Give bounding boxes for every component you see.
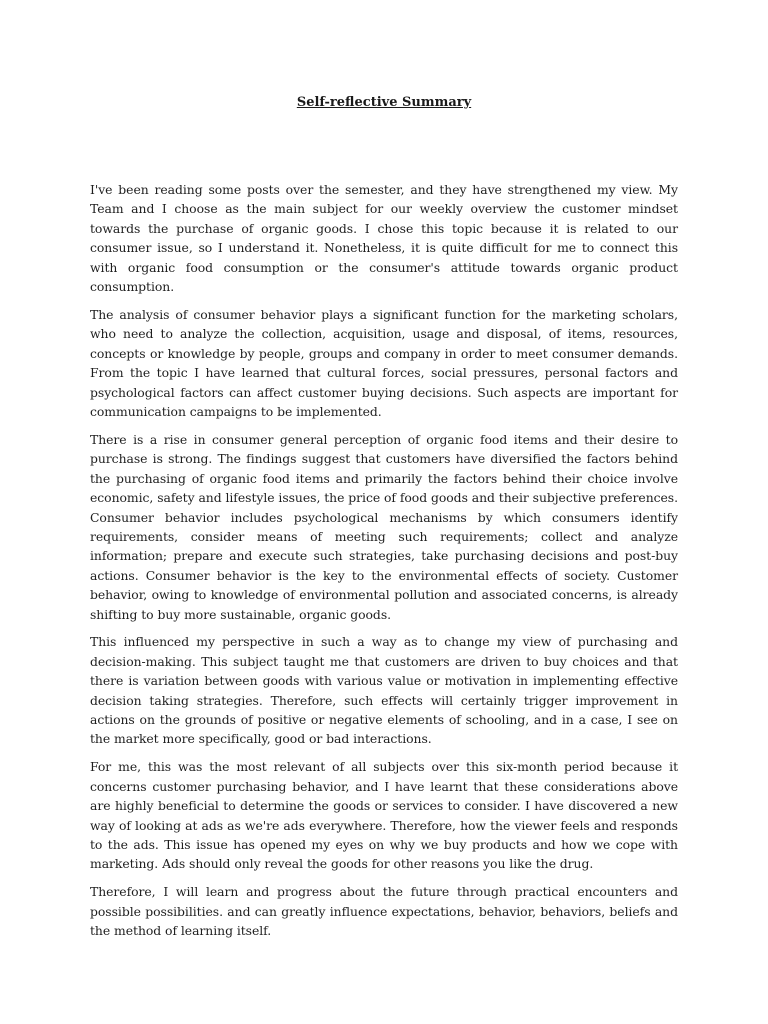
document-title: Self-reflective Summary — [296, 95, 472, 110]
paragraph-5: For me, this was the most relevant of all subjects over this six-month period because it concerns customer purchasing behavior, and I have learnt that these considerations above are highly beneficial to determine the goods or services to consider. I have discovered a new way of looking at ads as we're ads everywhere. Therefore, how the viewer feels and responds to the ads. This issue has opened my eyes on why we buy products and how we cope with marketing. Ads should only reveal the goods for other reasons you like the drug. — [90, 759, 678, 872]
document-body — [90, 180, 678, 949]
paragraph-6: Therefore, I will learn and progress about the future through practical encounters and possible possibilities. and can greatly influence expectations, behavior, behaviors, beliefs and the method of learning itself. — [90, 884, 678, 939]
paragraph-1: I've been reading some posts over the semester, and they have strengthened my view. My Team and I choose as the main subject for our weekly overview the customer mindset towards the purchase of organic goods. I chose this topic because it is related to our consumer issue, so I understand it. Nonetheless, it is quite difficult for me to connect this with organic food consumption or the consumer's attitude towards organic product consumption. — [90, 182, 678, 295]
paragraph-4: This influenced my perspective in such a way as to change my view of purchasing and decision-making. This subject taught me that customers are driven to buy choices and that there is variation between goods with various value or motivation in implementing effective decision taking strategies. Therefore, such effects will certainly trigger improvement in actions on the grounds of positive or negative elements of schooling, and in a case, I see on the market more specifically, good or bad interactions. — [90, 634, 678, 747]
paragraph-3: There is a rise in consumer general perception of organic food items and their desire to purchase is strong. The findings suggest that customers have diversified the factors behind the purchasing of organic food items and primarily the factors behind their choice involve economic, safety and lifestyle issues, the price of food goods and their subjective preferences. Consumer behavior includes psychological mechanisms by which consumers identify requirements, consider means of meeting such requirements; collect and analyze information; prepare and execute such strategies, take purchasing decisions and post-buy actions. Consumer behavior is the key to the environmental effects of society. Customer behavior, owing to knowledge of environmental pollution and associated concerns, is already shifting to buy more sustainable, organic goods. — [90, 431, 678, 622]
paragraph-2: The analysis of consumer behavior plays a significant function for the marketing scholars, who need to analyze the collection, acquisition, usage and disposal, of items, resources, concepts or knowledge by people, groups and company in order to meet consumer demands. From the topic I have learned that cultural forces, social pressures, personal factors and psychological factors can affect customer buying decisions. Such aspects are important for communication campaigns to be implemented. — [90, 306, 678, 419]
